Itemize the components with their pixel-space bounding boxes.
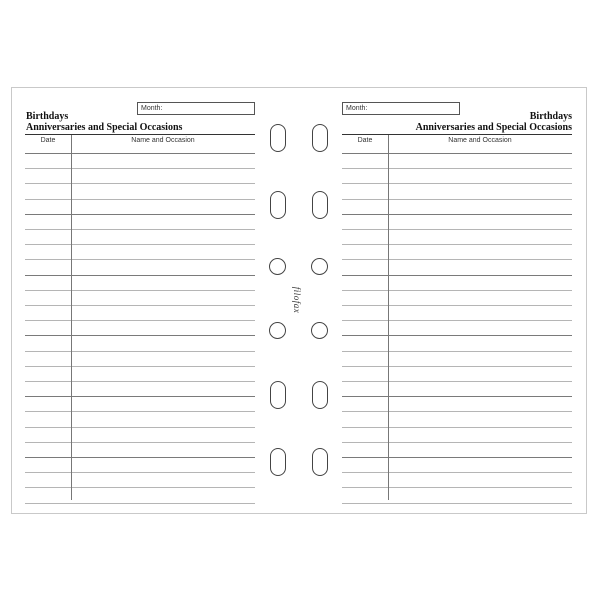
column-header-date: Date [40, 137, 56, 144]
binder-hole [311, 322, 328, 339]
binder-hole [270, 191, 286, 219]
title-birthdays-right: Birthdays [529, 111, 572, 122]
title-anniversaries-left: Anniversaries and Special Occasions [26, 122, 183, 133]
column-header-name: Name and Occasion [448, 137, 512, 144]
binder-hole [311, 258, 328, 275]
binder-hole [269, 322, 286, 339]
binder-hole [270, 448, 286, 476]
column-header-name: Name and Occasion [131, 137, 195, 144]
binder-hole [312, 191, 328, 219]
column-header-date: Date [357, 137, 373, 144]
month-label: Month: [141, 105, 163, 112]
binder-hole [312, 381, 328, 409]
binder-hole [270, 381, 286, 409]
brand-logo: filofax [292, 286, 302, 314]
binder-hole [312, 448, 328, 476]
title-anniversaries-right: Anniversaries and Special Occasions [415, 122, 572, 133]
month-label: Month: [346, 105, 368, 112]
binder-hole [270, 124, 286, 152]
title-birthdays-left: Birthdays [26, 111, 69, 122]
binder-hole [312, 124, 328, 152]
binder-hole [269, 258, 286, 275]
